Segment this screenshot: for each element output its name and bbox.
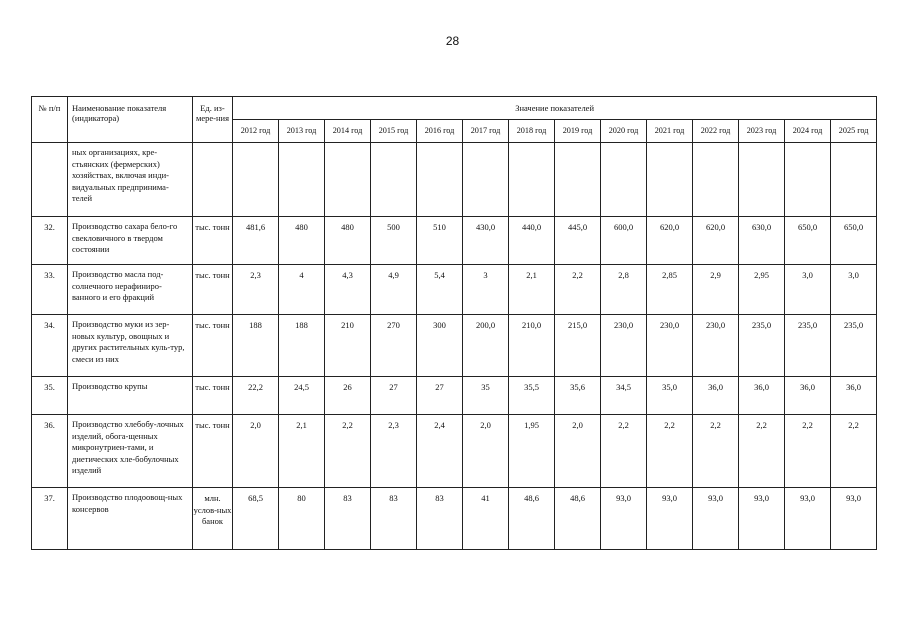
value-cell: 2,85 xyxy=(647,265,693,315)
value-cell: 200,0 xyxy=(463,315,509,377)
value-cell: 93,0 xyxy=(831,488,877,550)
value-cell: 4,9 xyxy=(371,265,417,315)
value-cell xyxy=(279,143,325,217)
value-cell: 41 xyxy=(463,488,509,550)
header-year: 2022 год xyxy=(693,120,739,143)
value-cell: 430,0 xyxy=(463,217,509,265)
header-year: 2016 год xyxy=(417,120,463,143)
value-cell: 83 xyxy=(417,488,463,550)
value-cell xyxy=(509,143,555,217)
header-year: 2024 год xyxy=(785,120,831,143)
value-cell: 48,6 xyxy=(509,488,555,550)
unit-of-measure: тыс. тонн xyxy=(193,315,233,377)
value-cell: 480 xyxy=(325,217,371,265)
table-row xyxy=(32,488,877,550)
value-cell xyxy=(785,143,831,217)
value-cell: 2,9 xyxy=(693,265,739,315)
table-body xyxy=(32,143,877,550)
row-number: 37. xyxy=(32,488,68,550)
value-cell xyxy=(739,143,785,217)
value-cell: 230,0 xyxy=(693,315,739,377)
table-row xyxy=(32,377,877,415)
header-year: 2019 год xyxy=(555,120,601,143)
value-cell: 35,5 xyxy=(509,377,555,415)
value-cell: 2,2 xyxy=(601,415,647,488)
value-cell: 230,0 xyxy=(647,315,693,377)
table-row xyxy=(32,265,877,315)
indicator-name: Производство масла под-солнечного нерафиниро-ванного и его фракций xyxy=(68,265,193,315)
value-cell: 2,0 xyxy=(463,415,509,488)
value-cell: 650,0 xyxy=(831,217,877,265)
value-cell xyxy=(831,143,877,217)
value-cell xyxy=(233,143,279,217)
value-cell: 210,0 xyxy=(509,315,555,377)
indicators-table xyxy=(31,96,877,550)
value-cell: 630,0 xyxy=(739,217,785,265)
value-cell xyxy=(463,143,509,217)
unit-of-measure: тыс. тонн xyxy=(193,217,233,265)
value-cell: 36,0 xyxy=(739,377,785,415)
value-cell xyxy=(417,143,463,217)
value-cell: 235,0 xyxy=(831,315,877,377)
value-cell: 510 xyxy=(417,217,463,265)
value-cell: 481,6 xyxy=(233,217,279,265)
value-cell: 2,0 xyxy=(555,415,601,488)
table-row xyxy=(32,143,877,217)
header-values-group: Значение показателей xyxy=(233,97,877,120)
value-cell: 440,0 xyxy=(509,217,555,265)
value-cell: 48,6 xyxy=(555,488,601,550)
table-row xyxy=(32,415,877,488)
header-year: 2017 год xyxy=(463,120,509,143)
unit-of-measure: тыс. тонн xyxy=(193,377,233,415)
value-cell: 188 xyxy=(233,315,279,377)
value-cell: 188 xyxy=(279,315,325,377)
value-cell: 215,0 xyxy=(555,315,601,377)
indicator-name: ных организациях, кре-стьянских (фермерских) хозяйствах, включая инди-видуальных предпринима-телей xyxy=(68,143,193,217)
row-number: 34. xyxy=(32,315,68,377)
value-cell: 93,0 xyxy=(601,488,647,550)
value-cell: 3,0 xyxy=(831,265,877,315)
value-cell: 620,0 xyxy=(647,217,693,265)
value-cell xyxy=(371,143,417,217)
value-cell: 26 xyxy=(325,377,371,415)
value-cell: 22,2 xyxy=(233,377,279,415)
value-cell: 650,0 xyxy=(785,217,831,265)
value-cell: 93,0 xyxy=(693,488,739,550)
header-year: 2025 год xyxy=(831,120,877,143)
unit-of-measure: тыс. тонн xyxy=(193,265,233,315)
header-unit: Ед. из-мере-ния xyxy=(193,97,233,143)
value-cell xyxy=(601,143,647,217)
header-row-group xyxy=(32,97,877,120)
value-cell: 2,2 xyxy=(831,415,877,488)
value-cell: 480 xyxy=(279,217,325,265)
row-number: 33. xyxy=(32,265,68,315)
page-number: 28 xyxy=(445,34,460,48)
value-cell: 34,5 xyxy=(601,377,647,415)
value-cell: 2,3 xyxy=(233,265,279,315)
header-year: 2015 год xyxy=(371,120,417,143)
header-year: 2023 год xyxy=(739,120,785,143)
indicator-name: Производство крупы xyxy=(68,377,193,415)
unit-of-measure xyxy=(193,143,233,217)
value-cell: 235,0 xyxy=(739,315,785,377)
value-cell: 445,0 xyxy=(555,217,601,265)
value-cell: 68,5 xyxy=(233,488,279,550)
header-year: 2013 год xyxy=(279,120,325,143)
value-cell: 230,0 xyxy=(601,315,647,377)
indicator-name: Производство муки из зер-новых культур, овощных и других растительных куль-тур, смеси из них xyxy=(68,315,193,377)
header-year: 2018 год xyxy=(509,120,555,143)
table-row xyxy=(32,217,877,265)
value-cell: 36,0 xyxy=(831,377,877,415)
value-cell: 270 xyxy=(371,315,417,377)
value-cell: 2,2 xyxy=(785,415,831,488)
value-cell: 1,95 xyxy=(509,415,555,488)
value-cell: 35,0 xyxy=(647,377,693,415)
value-cell: 83 xyxy=(371,488,417,550)
value-cell: 2,4 xyxy=(417,415,463,488)
value-cell: 3 xyxy=(463,265,509,315)
value-cell: 2,0 xyxy=(233,415,279,488)
value-cell: 210 xyxy=(325,315,371,377)
value-cell: 80 xyxy=(279,488,325,550)
value-cell: 2,8 xyxy=(601,265,647,315)
value-cell: 4 xyxy=(279,265,325,315)
value-cell: 4,3 xyxy=(325,265,371,315)
value-cell: 35,6 xyxy=(555,377,601,415)
value-cell: 3,0 xyxy=(785,265,831,315)
value-cell: 27 xyxy=(371,377,417,415)
row-number: 32. xyxy=(32,217,68,265)
header-year: 2014 год xyxy=(325,120,371,143)
value-cell: 27 xyxy=(417,377,463,415)
row-number: 36. xyxy=(32,415,68,488)
header-year: 2021 год xyxy=(647,120,693,143)
indicator-name: Производство плодоовощ-ных консервов xyxy=(68,488,193,550)
row-number xyxy=(32,143,68,217)
value-cell: 2,2 xyxy=(325,415,371,488)
value-cell xyxy=(693,143,739,217)
value-cell: 36,0 xyxy=(693,377,739,415)
indicator-name: Производство сахара бело-го свекловичного в твердом состоянии xyxy=(68,217,193,265)
value-cell: 235,0 xyxy=(785,315,831,377)
value-cell: 300 xyxy=(417,315,463,377)
header-year: 2012 год xyxy=(233,120,279,143)
value-cell: 2,95 xyxy=(739,265,785,315)
value-cell: 93,0 xyxy=(739,488,785,550)
value-cell: 24,5 xyxy=(279,377,325,415)
indicator-name: Производство хлебобу-лочных изделий, обога-щенных микронутриен-тами, и диетических хле-бобулочных изделий xyxy=(68,415,193,488)
value-cell: 600,0 xyxy=(601,217,647,265)
unit-of-measure: млн. услов-ных банок xyxy=(193,488,233,550)
unit-of-measure: тыс. тонн xyxy=(193,415,233,488)
value-cell: 2,2 xyxy=(647,415,693,488)
value-cell: 2,2 xyxy=(739,415,785,488)
value-cell: 83 xyxy=(325,488,371,550)
value-cell: 93,0 xyxy=(647,488,693,550)
value-cell: 2,3 xyxy=(371,415,417,488)
value-cell: 93,0 xyxy=(785,488,831,550)
table-row xyxy=(32,315,877,377)
value-cell: 620,0 xyxy=(693,217,739,265)
header-no: № п/п xyxy=(32,97,68,143)
value-cell xyxy=(647,143,693,217)
value-cell: 5,4 xyxy=(417,265,463,315)
header-name: Наименование показателя (индикатора) xyxy=(68,97,193,143)
value-cell: 2,2 xyxy=(693,415,739,488)
value-cell xyxy=(325,143,371,217)
value-cell xyxy=(555,143,601,217)
value-cell: 2,1 xyxy=(509,265,555,315)
value-cell: 35 xyxy=(463,377,509,415)
value-cell: 2,2 xyxy=(555,265,601,315)
value-cell: 36,0 xyxy=(785,377,831,415)
row-number: 35. xyxy=(32,377,68,415)
value-cell: 500 xyxy=(371,217,417,265)
value-cell: 2,1 xyxy=(279,415,325,488)
header-year: 2020 год xyxy=(601,120,647,143)
